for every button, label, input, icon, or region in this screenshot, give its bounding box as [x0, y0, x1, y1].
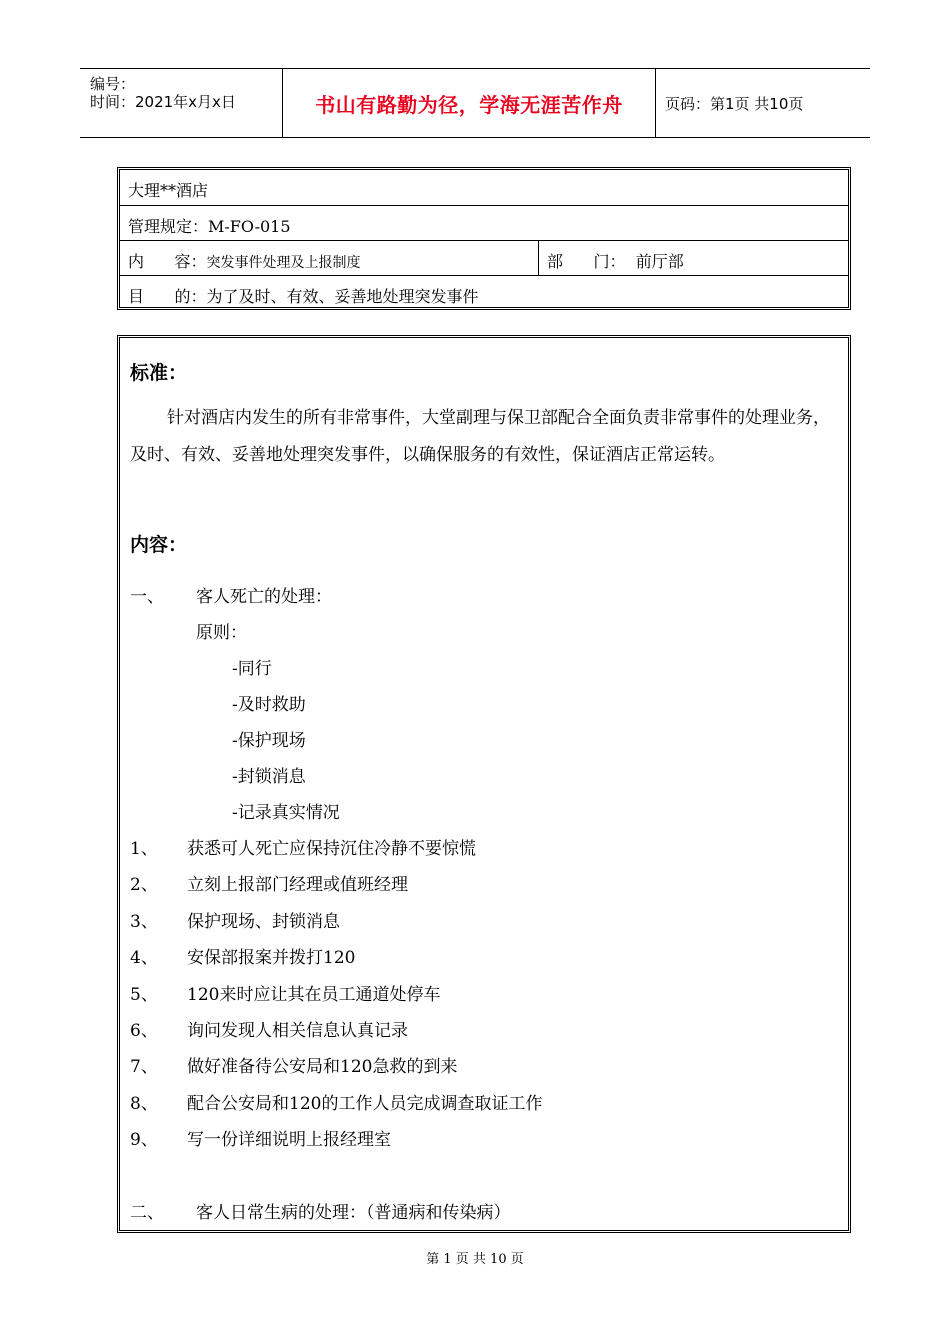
standard-text: 针对酒店内发生的所有非常事件，大堂副理与保卫部配合全面负责非常事件的处理业务，及时、有效、妥善地处理突发事件，以确保服务的有效性，保证酒店正常运转。 — [130, 408, 830, 465]
step-number: 7、 — [130, 1057, 158, 1077]
info-row-content — [120, 240, 848, 276]
header-meta — [80, 69, 282, 137]
info-row-purpose — [120, 275, 848, 311]
department-field: 部 门： 前厅部 — [547, 252, 684, 271]
purpose-field: 目 的：为了及时、有效、妥善地处理突发事件 — [128, 287, 479, 306]
step-text: 120来时应让其在员工通道处停车 — [187, 985, 441, 1005]
step-text: 保护现场、封锁消息 — [187, 912, 340, 932]
principle-item: -保护现场 — [232, 731, 306, 751]
step-number: 1、 — [130, 839, 158, 859]
step-text: 配合公安局和120的工作人员完成调查取证工作 — [187, 1094, 543, 1114]
page-footer: 第 1 页 共 10 页 — [426, 1252, 524, 1267]
principle-item: -及时救助 — [232, 695, 306, 715]
step-text: 安保部报案并拨打120 — [187, 948, 356, 968]
content-label: 内 容： — [128, 252, 207, 271]
info-row-regulation — [120, 205, 848, 241]
section2-title: 客人日常生病的处理：（普通病和传染病） — [196, 1203, 511, 1223]
step-text: 写一份详细说明上报经理室 — [187, 1130, 391, 1150]
standard-heading: 标准： — [130, 362, 188, 384]
hotel-name: 大理**酒店 — [128, 181, 209, 200]
principle-label: 原则： — [196, 623, 247, 643]
regulation-code: 管理规定：M-FO-015 — [128, 217, 291, 236]
step-number: 9、 — [130, 1130, 158, 1150]
content-value: 突发事件处理及上报制度 — [206, 255, 361, 271]
step-number: 3、 — [130, 912, 158, 932]
content-box — [117, 335, 851, 1233]
section1-number: 一、 — [130, 587, 164, 607]
step-number: 4、 — [130, 948, 158, 968]
principle-item: -记录真实情况 — [232, 803, 340, 823]
step-number: 8、 — [130, 1094, 158, 1114]
page-label: 页码：第1页 共10页 — [665, 95, 804, 113]
document-header — [80, 68, 870, 138]
header-motto-cell — [282, 69, 656, 137]
step-number: 2、 — [130, 875, 158, 895]
content-heading: 内容： — [130, 534, 188, 556]
step-text: 立刻上报部门经理或值班经理 — [187, 875, 408, 895]
step-number: 6、 — [130, 1021, 158, 1041]
info-row-hotel — [120, 170, 848, 205]
section1-title: 客人死亡的处理： — [196, 587, 332, 607]
info-table — [117, 167, 851, 310]
step-number: 5、 — [130, 985, 158, 1005]
serial-label: 编号： — [90, 75, 136, 93]
principle-item: -封锁消息 — [232, 767, 306, 787]
motto: 书山有路勤为径，学海无涯苦作舟 — [315, 93, 623, 117]
section2-number: 二、 — [130, 1203, 164, 1223]
date-label: 时间：2021年x月x日 — [90, 93, 236, 111]
step-text: 获悉可人死亡应保持沉住冷静不要惊慌 — [187, 839, 476, 859]
step-text: 询问发现人相关信息认真记录 — [187, 1021, 408, 1041]
step-text: 做好准备待公安局和120急救的到来 — [187, 1057, 458, 1077]
content-field — [128, 249, 361, 272]
principle-item: -同行 — [232, 659, 272, 679]
row-divider — [538, 241, 539, 276]
standard-paragraph — [130, 400, 842, 474]
